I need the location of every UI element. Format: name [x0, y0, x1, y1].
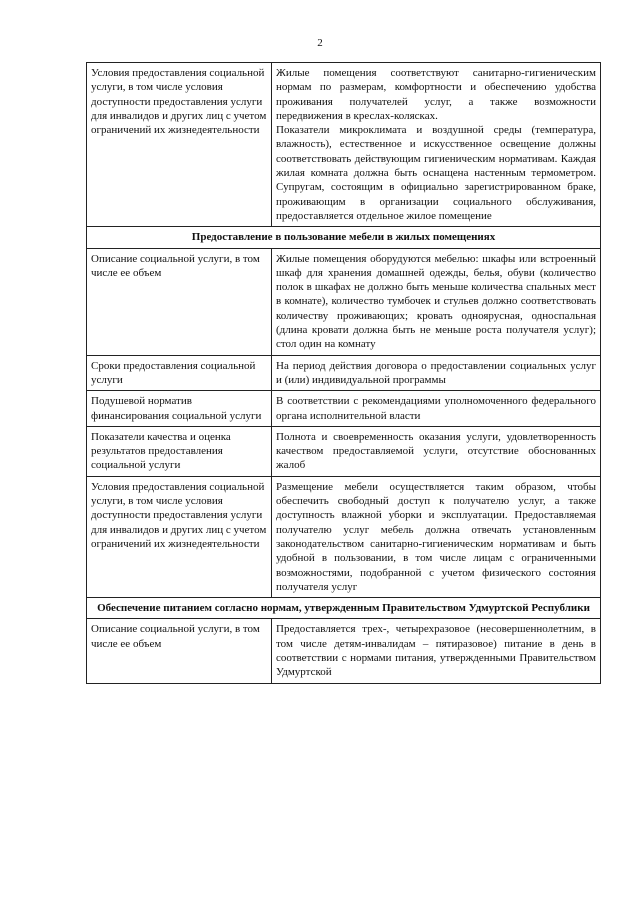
table-row: [87, 355, 601, 391]
row-label: Условия предоставления социальной услуги, в том числе условия доступности предоставления услуги для инвалидов и других лиц с учетом ограничений их жизнедеятельности: [87, 63, 272, 227]
section-header-row: [87, 598, 601, 619]
table-row: [87, 619, 601, 683]
table-row: [87, 426, 601, 476]
table-row: [87, 63, 601, 227]
row-value: Полнота и своевременность оказания услуги, удовлетворенность качеством предоставляемой услуги, отсутствие обоснованных жалоб: [272, 426, 601, 476]
section-header-row: [87, 227, 601, 248]
paragraph: Жилые помещения соответствуют санитарно-гигиеническим нормам по размерам, комфортности и обеспечению удобства проживания получателей услуг, а также возможности передвижения в креслах-колясках.: [276, 67, 596, 122]
row-value: В соответствии с рекомендациями уполномоченного федерального органа исполнительной власти: [272, 391, 601, 427]
table-row: [87, 391, 601, 427]
services-table: [86, 62, 601, 684]
table-row: [87, 476, 601, 597]
row-label: Описание социальной услуги, в том числе ее объем: [87, 248, 272, 355]
table-row: [87, 248, 601, 355]
page-number: 2: [317, 37, 323, 49]
row-label: Условия предоставления социальной услуги, в том числе условия доступности предоставления услуги для инвалидов и других лиц с учетом ограничений их жизнедеятельности: [87, 476, 272, 597]
row-value: Жилые помещения оборудуются мебелью: шкафы или встроенный шкаф для хранения домашней одежды, белья, обуви (количество полок в шкафах не должно быть меньше количества спальных мест в комнате), количество тумбочек и стульев должно соответствовать количеству проживающих; кровать одноярусная, односпальная (длина кровати должна быть не меньше роста получателя услуг); стол один на комнату: [272, 248, 601, 355]
row-label: Показатели качества и оценка результатов предоставления социальной услуги: [87, 426, 272, 476]
section-title-food: Обеспечение питанием согласно нормам, утвержденным Правительством Удмуртской Республики: [87, 598, 601, 619]
row-label: Сроки предоставления социальной услуги: [87, 355, 272, 391]
row-value: [272, 63, 601, 227]
paragraph: Показатели микроклимата и воздушной среды (температура, влажность), естественное и искусственное освещение должны соответствовать действующим гигиеническим нормативам. Каждая жилая комната должна быть оснащена настенным термометром. Супругам, состоящим в официально зарегистрированном браке, проживающим в организации социального обслуживания, предоставляется отдельное жилое помещение: [276, 124, 596, 222]
row-value: На период действия договора о предоставлении социальных услуг и (или) индивидуальной программы: [272, 355, 601, 391]
section-title-furniture: Предоставление в пользование мебели в жилых помещениях: [87, 227, 601, 248]
row-value: Предоставляется трех-, четырехразовое (несовершеннолетним, в том числе детям-инвалидам – пятиразовое) питание в день в соответствии с нормами питания, утвержденными Правительством Удмуртской: [272, 619, 601, 683]
row-value: Размещение мебели осуществляется таким образом, чтобы обеспечить свободный доступ к получателю услуг, а также доступность влажной уборки и эксплуатации. Предоставляемая получателю услуг мебель должна отвечать установленным законодательством санитарно-гигиеническим нормативам и быть удобной в пользовании, в том числе лицам с ограниченными возможностями, подобранной с учетом физического состояния получателя услуг: [272, 476, 601, 597]
row-label: Описание социальной услуги, в том числе ее объем: [87, 619, 272, 683]
row-label: Подушевой норматив финансирования социальной услуги: [87, 391, 272, 427]
